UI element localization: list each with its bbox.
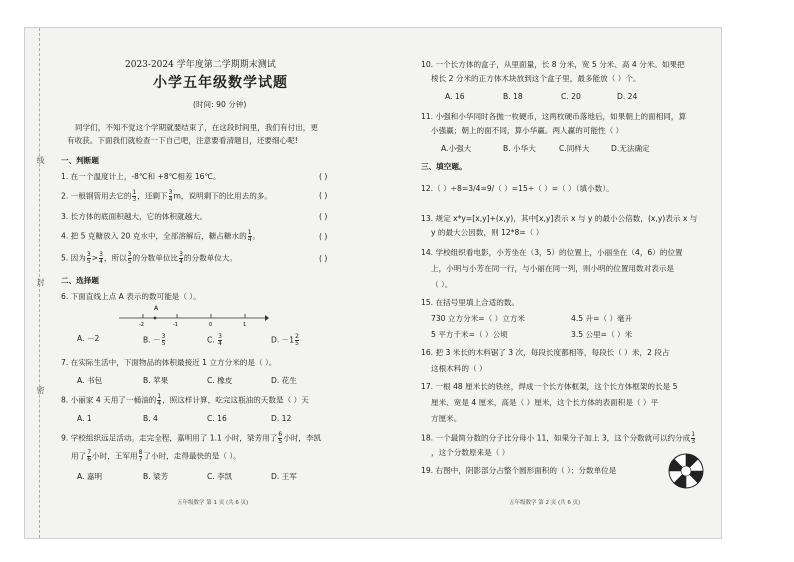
fraction: $\frac{1}{4}$ <box>157 393 162 407</box>
answer-paren-5[interactable]: ( ) <box>319 254 328 263</box>
question-15: 15. 在括号里填上合适的数。 <box>421 298 520 307</box>
exam-time: (时间: 90 分钟) <box>193 100 247 109</box>
q6-option-c[interactable]: C. $\frac{3}{4}$ <box>207 333 222 347</box>
q2-text-a: 2. 一根钢管用去它的 <box>61 191 132 201</box>
gutter-label-secret: 密 <box>36 386 45 394</box>
answer-paren-2[interactable]: ( ) <box>319 191 328 200</box>
question-7: 7. 在实际生活中，下面物品的体积最接近 1 立方分米的是（ ）。 <box>61 358 277 367</box>
q9-text-e: 了小时，走得最快的是（ ）。 <box>143 451 241 461</box>
q9-text-c: 用了 <box>71 451 87 461</box>
q7-option-d[interactable]: D. 花生 <box>271 376 297 385</box>
q15-blank-a[interactable]: 730 立方分米=（ ）立方米 <box>431 314 526 323</box>
question-5: 5. 因为 $\frac{3}{5}$ > $\frac{3}{4}$ ，所以 $\frac{3}{5}$ 的分数单位比 $\frac{3}{4}$ 的分数单位大。 <box>61 251 238 265</box>
q9-option-d[interactable]: D. 王军 <box>271 472 297 481</box>
question-14-line-3: （ ）。 <box>431 280 453 289</box>
question-2 <box>61 190 272 203</box>
fraction: $\frac{6}{5}$ <box>278 431 283 445</box>
question-3: 3. 长方体的底面积越大，它的体积就越大。 <box>61 212 208 221</box>
q8-text-a: 8. 小丽家 4 天用了一桶油的 <box>61 395 157 405</box>
q5-text-c: 的分数单位比 <box>132 253 179 263</box>
intro-line-1: 同学们，不知不觉这个学期就要结束了，在这段时间里，我们有付出，更 <box>75 123 318 132</box>
left-page <box>61 28 391 538</box>
q10-option-c[interactable]: C. 20 <box>561 92 581 101</box>
q8-option-a[interactable]: A. 1 <box>77 414 92 423</box>
q10-option-b[interactable]: B. 18 <box>503 92 523 101</box>
question-14-line-1: 14. 学校组织看电影，小芳坐在（3，5）的位置上，小丽坐在（4，6）的位置 <box>421 248 683 257</box>
answer-paren-4[interactable]: ( ) <box>319 232 328 241</box>
q9-text-a: 9. 学校组织远足活动。走完全程，嘉明用了 1.1 小时，梁芳用了 <box>61 433 278 443</box>
question-17-line-1: 17. 一根 48 厘米长的铁丝，焊成一个长方体框架，这个长方体框架的长是 5 <box>421 382 678 391</box>
q11-option-b[interactable]: B. 小华大 <box>503 144 536 153</box>
question-16-line-1: 16. 把 3 米长的木料锯了 3 次，每段长度都相等，每段长（ ）米，2 段占 <box>421 348 670 357</box>
q6-option-b[interactable]: B. － $\frac{3}{5}$ <box>143 333 166 347</box>
q10-option-a[interactable]: A. 16 <box>445 92 465 101</box>
q9-text-b: 小时，李凯 <box>283 433 322 443</box>
question-17-line-2: 厘米、宽是 4 厘米，高是（ ）厘米，这个长方体的表面积是（ ）平 <box>431 398 659 407</box>
question-17-line-3: 方厘米。 <box>431 414 462 423</box>
q4-text-b: 。 <box>252 231 261 241</box>
q11-option-c[interactable]: C.同样大 <box>559 144 590 153</box>
question-18-line-1 <box>421 432 696 445</box>
footer-left: 五年级数学 第 1 页 (共 6 页) <box>177 500 249 506</box>
question-10-line-1: 10. 一个长方体的盒子，从里面量，长 8 分米，宽 5 分米、高 4 分米。如果把 <box>421 60 685 69</box>
q9-option-a[interactable]: A. 嘉明 <box>77 472 103 481</box>
fraction: $\frac{1}{3}$ <box>691 431 696 445</box>
shaded-circle-figure <box>667 452 705 490</box>
fraction: $\frac{3}{4}$ <box>168 189 173 203</box>
q6-option-a[interactable]: A. －2 <box>77 334 100 343</box>
q18-text-a: 18. 一个最简分数的分子比分母小 11，如果分子加上 3，这个分数就可以约分成 <box>421 433 691 443</box>
question-13-line-1: 13. 规定 x*y=[x,y]+(x,y)，其中[x,y]表示 x 与 y 的最小公倍数，(x,y)表示 x 与 <box>421 214 698 223</box>
question-6: 6. 下面直线上点 A 表示的数可能是（ ）。 <box>61 292 201 301</box>
fraction: $\frac{1}{3}$ <box>132 189 137 203</box>
fraction: $\frac{3}{4}$ <box>99 251 103 265</box>
tick-label: 1 <box>243 322 247 326</box>
q8-option-d[interactable]: D. 12 <box>271 414 292 423</box>
question-11-line-1: 11. 小强和小华同时各抛一枚硬币，这两枚硬币落地后，如果朝上的面相同，算 <box>421 112 687 121</box>
exam-sheet <box>24 27 722 539</box>
q4-text-a: 4. 把 5 克糖放入 20 克水中，全部溶解后，糖占糖水的 <box>61 231 247 241</box>
question-9-line-1 <box>61 432 321 445</box>
q5-text-d: 的分数单位大。 <box>183 253 238 263</box>
tick-label: -1 <box>173 322 178 326</box>
q8-option-c[interactable]: C. 16 <box>207 414 227 423</box>
q15-blank-b[interactable]: 4.5 升=（ ）毫升 <box>571 314 633 323</box>
section-fill: 三、填空题。 <box>421 162 467 171</box>
question-14-line-2: 上，小明与小芳在同一行，与小丽在同一列，则小明的位置用数对表示是 <box>431 264 674 273</box>
section-choice: 二、选择题 <box>61 276 99 285</box>
q5-text-b: ，所以 <box>103 253 127 263</box>
fraction: $\frac{1}{4}$ <box>247 229 252 243</box>
question-11-line-2: 小强赢；朝上的面不同，算小华赢。两人赢的可能性（ ） <box>431 126 624 135</box>
q8-option-b[interactable]: B. 4 <box>143 414 158 423</box>
tick-label: 0 <box>209 322 213 326</box>
footer-right: 五年级数学 第 2 页 (共 6 页) <box>509 500 581 506</box>
question-1: 1. 在一个温度计上，-8℃和 +8℃相差 16℃。 <box>61 172 221 181</box>
gutter-label-line: 线 <box>36 156 45 164</box>
q8-text-b: ，照这样计算，吃完这瓶油的天数是（ ）天 <box>162 395 309 405</box>
q9-text-d: 小时，王军用 <box>92 451 138 461</box>
question-9-line-2 <box>71 450 241 463</box>
fraction: $\frac{3}{5}$ <box>86 251 91 265</box>
answer-paren-1[interactable]: ( ) <box>319 172 328 181</box>
q7-option-c[interactable]: C. 橡皮 <box>207 376 233 385</box>
question-18-line-2: ，这个分数原来是（ ） <box>431 448 510 457</box>
q5-text-a: 5. 因为 <box>61 253 86 263</box>
number-line <box>119 304 269 326</box>
q2-text-c: m，说明剩下的比用去的多。 <box>173 191 272 201</box>
q11-option-a[interactable]: A.小强大 <box>441 144 472 153</box>
question-4 <box>61 230 260 243</box>
answer-paren-3[interactable]: ( ) <box>319 212 328 221</box>
point-a-label: A <box>154 305 159 312</box>
exam-year-heading: 2023-2024 学年度第二学期期末测试 <box>125 60 276 70</box>
q15-blank-d[interactable]: 3.5 公里=（ ）米 <box>571 330 633 339</box>
exam-title: 小学五年级数学试题 <box>153 75 288 91</box>
fraction: $\frac{3}{4}$ <box>179 251 183 265</box>
tick-label: -2 <box>139 322 144 326</box>
q11-option-d[interactable]: D.无法确定 <box>611 144 650 153</box>
fraction: $\frac{3}{5}$ <box>127 251 132 265</box>
q15-blank-c[interactable]: 5 平方千米=（ ）公顷 <box>431 330 508 339</box>
q9-option-b[interactable]: B. 梁芳 <box>143 472 169 481</box>
q9-option-c[interactable]: C. 李凯 <box>207 472 233 481</box>
section-judgement: 一、判断题 <box>61 156 99 165</box>
question-13-line-2: y 的最大公因数，则 12*8=（ ） <box>431 228 544 237</box>
q6-option-d[interactable]: D. －1 $\frac{2}{5}$ <box>271 333 299 347</box>
gutter-label-seal: 封 <box>36 278 45 286</box>
q2-text-b: ，还剩下 <box>137 191 168 201</box>
q10-option-d[interactable]: D. 24 <box>617 92 638 101</box>
question-19: 19. 右图中，阴影部分占整个圆形面积的（ ）；分数单位是 <box>421 466 617 475</box>
intro-line-2: 有收获。下面我们就检查一下自己吧，注意要看清题目，还要细心呢! <box>67 136 298 145</box>
q7-option-b[interactable]: B. 苹果 <box>143 376 169 385</box>
question-10-line-2: 棱长 2 分米的正方体木块放到这个盒子里，最多能放（ ）个。 <box>431 74 641 83</box>
question-12: 12.（ ）÷8=3/4=9/（ ）=15÷（ ）=（ ）（填小数）。 <box>421 184 614 193</box>
question-16-line-2: 这根木料的（ ） <box>431 364 487 373</box>
binding-gutter <box>36 28 45 538</box>
fraction: $\frac{7}{6}$ <box>87 449 92 463</box>
q7-option-a[interactable]: A. 书包 <box>77 376 103 385</box>
question-8 <box>61 394 309 407</box>
right-page <box>421 28 721 538</box>
fraction: $\frac{8}{7}$ <box>138 449 143 463</box>
